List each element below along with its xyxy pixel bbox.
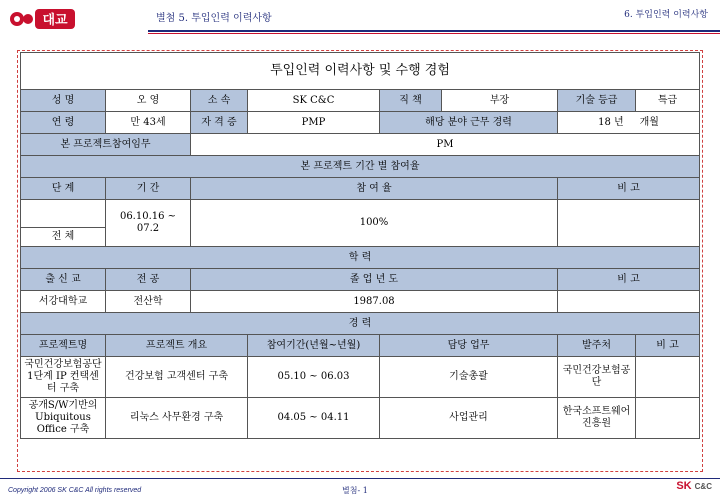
header-title: 별첨 5. 투입인력 이력사항	[156, 13, 272, 24]
header-section-label: 6. 투입인력 이력사항	[624, 10, 708, 20]
page-header	[0, 0, 720, 36]
project-note	[636, 357, 700, 398]
page-number: 별첨- 1	[342, 486, 368, 495]
grad-year-value: 1987.08	[191, 291, 558, 313]
education-note-value	[558, 291, 700, 313]
major-header: 전 공	[106, 269, 191, 291]
project-duty: 기술총괄	[380, 357, 558, 398]
education-note-header: 비 고	[558, 269, 700, 291]
header-divider-accent	[148, 33, 720, 34]
project-note	[636, 398, 700, 439]
school-value: 서강대학교	[21, 291, 106, 313]
name-label: 성 명	[21, 90, 106, 112]
cert-label: 자 격 증	[191, 112, 248, 134]
education-section-row	[21, 247, 700, 269]
header-divider	[148, 30, 720, 32]
page-footer	[0, 478, 720, 498]
career-label: 해당 분야 근무 경력	[380, 112, 558, 134]
dept-value: SK C&C	[248, 90, 380, 112]
logo-text: 대교	[42, 13, 68, 28]
sk-logo-sub: C&C	[694, 482, 712, 491]
age-label: 연 령	[21, 112, 106, 134]
project-overview: 리눅스 사무환경 구축	[106, 398, 248, 439]
project-period: 05.10 ~ 06.03	[248, 357, 380, 398]
duty-header: 담당 업무	[380, 335, 558, 357]
name-value: 오 영	[106, 90, 191, 112]
participation-header-row	[21, 178, 700, 200]
rate-value: 100%	[191, 200, 558, 247]
grade-value: 특급	[636, 90, 700, 112]
document-title: 투입인력 이력사항 및 수행 경험	[21, 53, 700, 90]
project-overview-header: 프로젝트 개요	[106, 335, 248, 357]
role-value: PM	[191, 134, 700, 156]
cert-value: PMP	[248, 112, 380, 134]
table-row	[21, 357, 700, 398]
stage-header: 단 계	[21, 178, 106, 200]
rate-header: 참 여 율	[191, 178, 558, 200]
sk-logo-text: SK	[676, 480, 692, 492]
experience-note-header: 비 고	[636, 335, 700, 357]
participation-section-row	[21, 156, 700, 178]
period-header: 기 간	[106, 178, 191, 200]
career-years: 18 년	[598, 116, 624, 128]
project-period-header: 참여기간(년월~년월)	[248, 335, 380, 357]
period-value: 06.10.16 ~ 07.2	[106, 200, 191, 247]
sk-logo	[676, 480, 712, 492]
position-value: 부장	[442, 90, 558, 112]
daekyo-logo	[8, 6, 76, 32]
dept-label: 소 속	[191, 90, 248, 112]
table-row	[21, 398, 700, 439]
profile-row-1	[21, 90, 700, 112]
profile-row-2	[21, 112, 700, 134]
grade-label: 기술 등급	[558, 90, 636, 112]
participation-section-title: 본 프로젝트 기간 별 참여율	[21, 156, 700, 178]
participation-row	[21, 200, 700, 228]
project-duty: 사업관리	[380, 398, 558, 439]
project-client: 한국소프트웨어진흥원	[558, 398, 636, 439]
grad-year-header: 졸 업 년 도	[191, 269, 558, 291]
education-header-row	[21, 269, 700, 291]
project-name: 국민건강보험공단 1단계 IP 컨택센터 구축	[21, 357, 106, 398]
resume-table	[20, 52, 700, 439]
footer-divider	[0, 478, 720, 479]
client-header: 발주처	[558, 335, 636, 357]
participation-note-header: 비 고	[558, 178, 700, 200]
project-client: 국민건강보험공단	[558, 357, 636, 398]
education-section-title: 학 력	[21, 247, 700, 269]
role-label: 본 프로젝트참여임무	[21, 134, 191, 156]
project-period: 04.05 ~ 04.11	[248, 398, 380, 439]
copyright-text: Copyright 2006 SK C&C All rights reserved	[8, 487, 142, 494]
career-months: 개월	[639, 116, 659, 128]
total-label: 전 체	[21, 228, 106, 247]
project-overview: 건강보험 고객센터 구축	[106, 357, 248, 398]
experience-section-title: 경 력	[21, 313, 700, 335]
project-name-header: 프로젝트명	[21, 335, 106, 357]
age-value: 만 43세	[106, 112, 191, 134]
education-row	[21, 291, 700, 313]
experience-section-row	[21, 313, 700, 335]
role-row	[21, 134, 700, 156]
stage-value	[21, 200, 106, 228]
major-value: 전산학	[106, 291, 191, 313]
participation-note-value	[558, 200, 700, 247]
career-value	[558, 112, 700, 134]
position-label: 직 책	[380, 90, 442, 112]
experience-header-row	[21, 335, 700, 357]
school-header: 출 신 교	[21, 269, 106, 291]
project-name: 공개S/W기반의 Ubiquitous Office 구축	[21, 398, 106, 439]
